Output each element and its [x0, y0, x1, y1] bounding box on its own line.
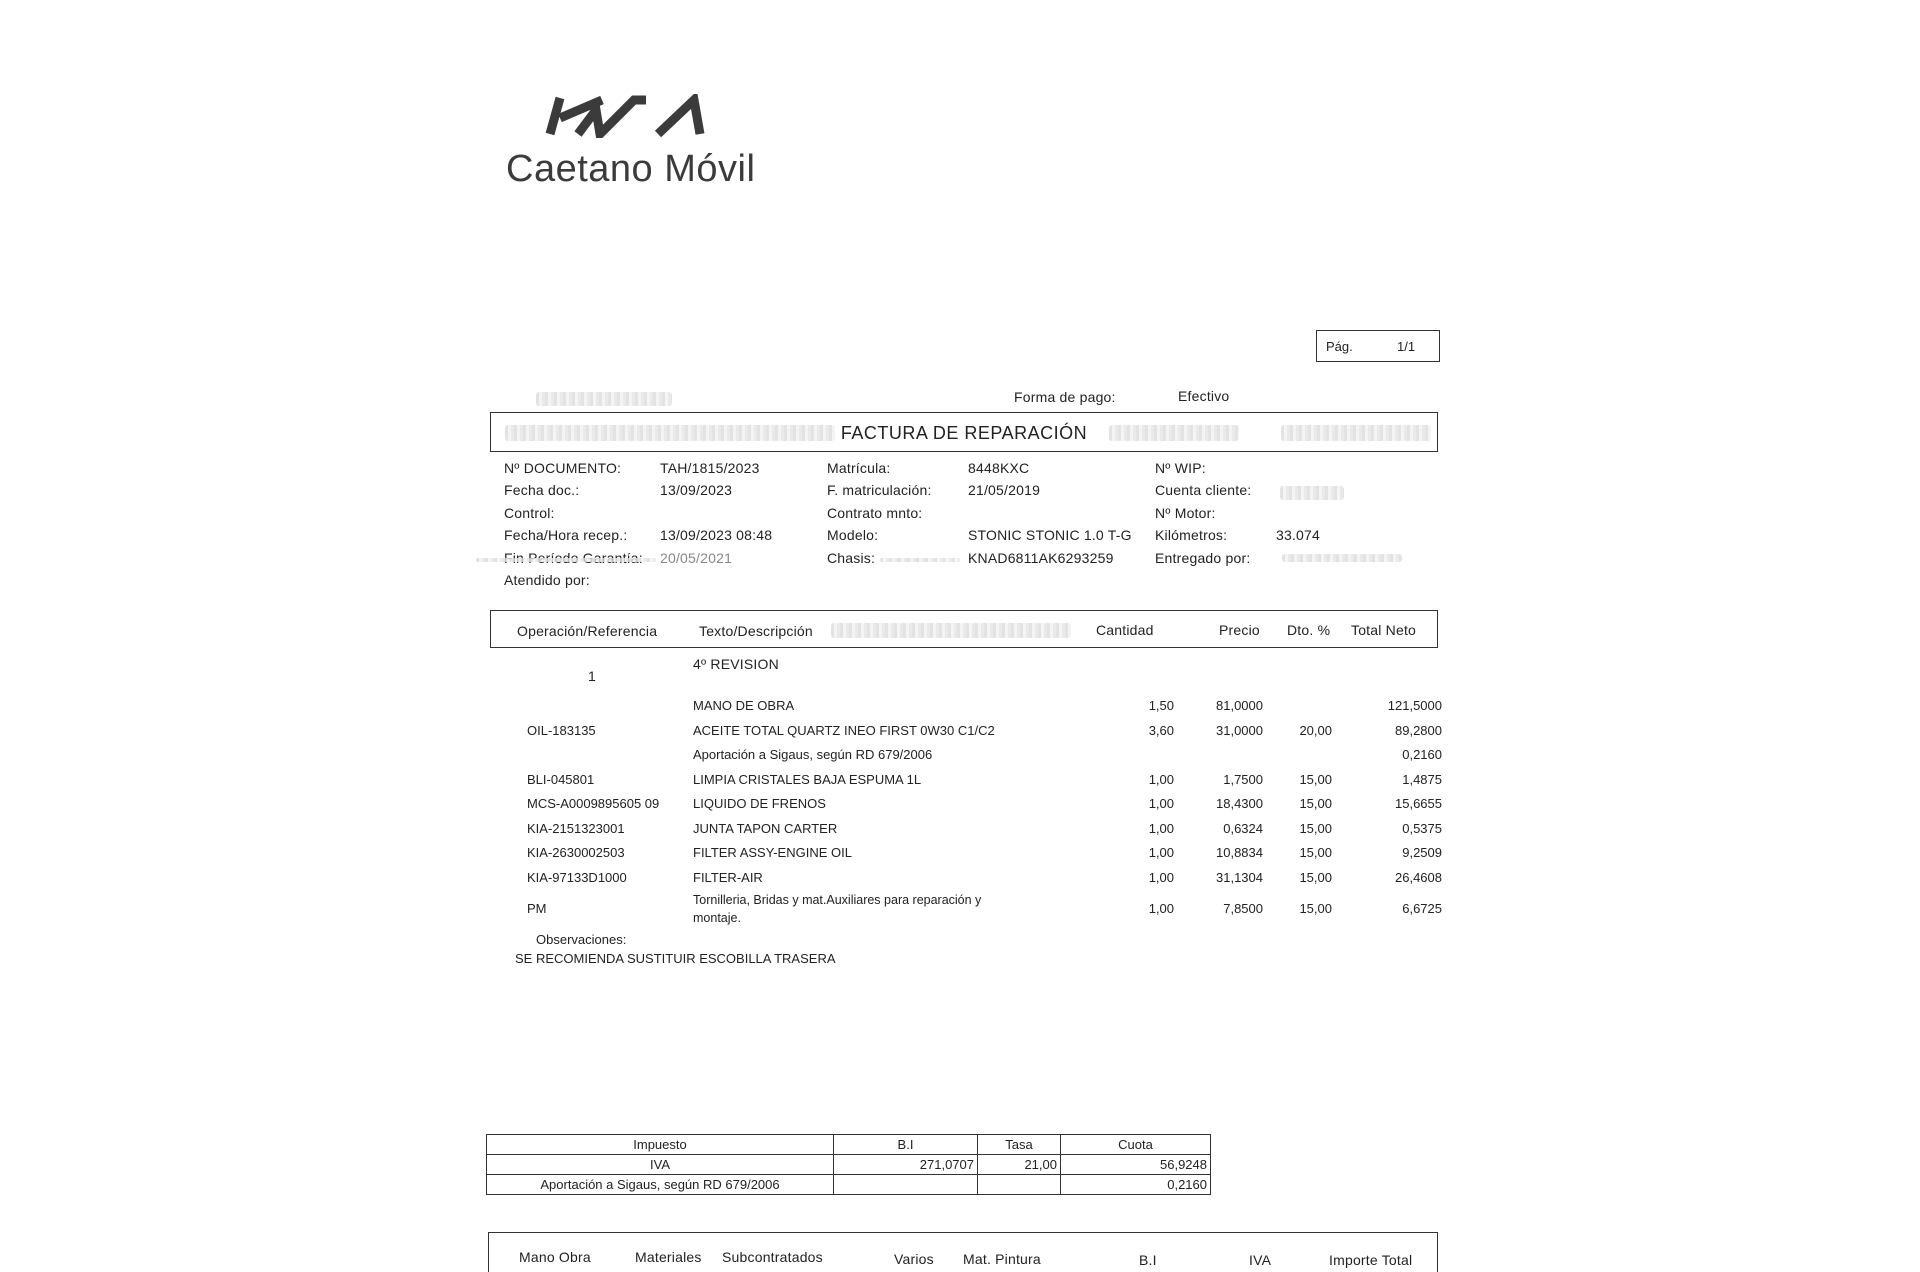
tax-table-header	[487, 1135, 1211, 1155]
item-total: 1,4875	[1402, 772, 1442, 787]
col-quantity: Cantidad	[1096, 622, 1154, 638]
page-value: 1/1	[1397, 339, 1416, 354]
item-reference: MCS-A0009895605 09	[527, 796, 660, 811]
item-total: 0,2160	[1402, 747, 1442, 762]
item-total: 121,5000	[1387, 698, 1442, 713]
totals-col-subcontracted: Subcontratados	[722, 1249, 823, 1265]
plate-label: Matrícula:	[827, 460, 891, 476]
kia-logo	[538, 94, 714, 138]
item-reference: OIL-183135	[527, 723, 596, 738]
totals-col-paint: Mat. Pintura	[963, 1251, 1041, 1267]
col-net-total: Total Neto	[1351, 622, 1417, 638]
item-reference: KIA-97133D1000	[527, 870, 627, 885]
plate-value: 8448KXC	[968, 460, 1030, 476]
item-reference: KIA-2151323001	[527, 821, 625, 836]
item-price: 10,8834	[1216, 845, 1263, 860]
tax-table	[486, 1134, 1211, 1195]
col-reference: Operación/Referencia	[517, 623, 658, 639]
item-description: Tornilleria, Bridas y mat.Auxiliares para reparación y	[693, 893, 982, 907]
tax-header-cuota: Cuota	[1061, 1135, 1211, 1155]
tax-impuesto: Aportación a Sigaus, según RD 679/2006	[487, 1175, 834, 1195]
operation-title: 4º REVISION	[693, 656, 779, 672]
attended-label: Atendido por:	[504, 572, 590, 588]
control-label: Control:	[504, 505, 555, 521]
item-price: 7,8500	[1223, 901, 1263, 916]
observations-label: Observaciones:	[536, 932, 627, 947]
doc-number-value: TAH/1815/2023	[660, 460, 760, 476]
item-discount: 15,00	[1299, 901, 1332, 916]
item-quantity: 1,00	[1148, 845, 1174, 860]
item-price: 31,0000	[1216, 723, 1263, 738]
tax-cuota: 0,2160	[1061, 1175, 1211, 1195]
item-quantity: 3,60	[1148, 723, 1174, 738]
item-reference: PM	[527, 901, 547, 916]
item-price: 31,1304	[1216, 870, 1263, 885]
item-quantity: 1,00	[1148, 870, 1174, 885]
page-indicator	[1316, 330, 1440, 362]
engine-number-label: Nº Motor:	[1155, 505, 1216, 521]
item-discount: 15,00	[1299, 845, 1332, 860]
chassis-label: Chasis:	[827, 550, 876, 566]
col-description: Texto/Descripción	[699, 623, 813, 639]
doc-date-value: 13/09/2023	[660, 482, 733, 498]
item-price: 81,0000	[1216, 698, 1263, 713]
tax-tasa: 21,00	[978, 1155, 1061, 1175]
col-price: Precio	[1219, 622, 1260, 638]
totals-col-labour: Mano Obra	[519, 1249, 591, 1265]
item-description: JUNTA TAPON CARTER	[693, 821, 838, 836]
model-value: STONIC STONIC 1.0 T-G	[968, 527, 1132, 543]
model-label: Modelo:	[827, 527, 879, 543]
item-reference: KIA-2630002503	[527, 845, 625, 860]
item-description: Aportación a Sigaus, según RD 679/2006	[693, 747, 933, 762]
chassis-value: KNAD6811AK6293259	[968, 550, 1114, 566]
operation-number: 1	[588, 668, 596, 684]
customer-account-label: Cuenta cliente:	[1155, 482, 1252, 498]
items-header	[490, 610, 1438, 648]
item-total: 6,6725	[1402, 901, 1442, 916]
invoice-title: FACTURA DE REPARACIÓN	[840, 423, 1088, 443]
km-value: 33.074	[1276, 527, 1321, 543]
item-description: FILTER ASSY-ENGINE OIL	[693, 845, 852, 860]
tax-header-impuesto: Impuesto	[487, 1135, 834, 1155]
tax-header-tasa: Tasa	[978, 1135, 1061, 1155]
item-quantity: 1,00	[1148, 796, 1174, 811]
item-quantity: 1,00	[1148, 901, 1174, 916]
item-price: 18,4300	[1216, 796, 1263, 811]
invoice-title-bar	[490, 412, 1438, 452]
totals-col-materials: Materiales	[635, 1249, 702, 1265]
doc-date-label: Fecha doc.:	[504, 482, 580, 498]
item-description-continued: montaje.	[693, 911, 741, 925]
totals-header	[488, 1232, 1438, 1272]
totals-col-misc: Varios	[894, 1251, 934, 1267]
tax-bi	[834, 1175, 978, 1195]
doc-number-label: Nº DOCUMENTO:	[504, 460, 622, 476]
item-discount: 15,00	[1299, 870, 1332, 885]
item-description: LIQUIDO DE FRENOS	[693, 796, 826, 811]
reception-value: 13/09/2023 08:48	[660, 527, 773, 543]
km-label: Kilómetros:	[1155, 527, 1228, 543]
item-discount: 15,00	[1299, 821, 1332, 836]
totals-col-total: Importe Total	[1329, 1252, 1413, 1268]
tax-row	[487, 1175, 1211, 1195]
contract-label: Contrato mnto:	[827, 505, 923, 521]
reception-label: Fecha/Hora recep.:	[504, 527, 628, 543]
item-quantity: 1,50	[1148, 698, 1174, 713]
tax-tasa	[978, 1175, 1061, 1195]
payment-label: Forma de pago:	[1014, 389, 1116, 405]
item-quantity: 1,00	[1148, 772, 1174, 787]
tax-bi: 271,0707	[834, 1155, 978, 1175]
item-price: 1,7500	[1223, 772, 1263, 787]
item-reference: BLI-045801	[527, 772, 595, 787]
totals-col-bi: B.I	[1139, 1252, 1157, 1268]
item-discount: 15,00	[1299, 772, 1332, 787]
delivered-label: Entregado por:	[1155, 550, 1251, 566]
item-price: 0,6324	[1223, 821, 1263, 836]
item-quantity: 1,00	[1148, 821, 1174, 836]
item-total: 9,2509	[1402, 845, 1442, 860]
item-description: MANO DE OBRA	[693, 698, 795, 713]
tax-impuesto: IVA	[487, 1155, 834, 1175]
tax-cuota: 56,9248	[1061, 1155, 1211, 1175]
item-description: LIMPIA CRISTALES BAJA ESPUMA 1L	[693, 772, 922, 787]
brand-name: Caetano Móvil	[506, 148, 756, 190]
item-total: 89,2800	[1395, 723, 1442, 738]
totals-col-iva: IVA	[1249, 1252, 1272, 1268]
item-total: 0,5375	[1402, 821, 1442, 836]
registration-date-label: F. matriculación:	[827, 482, 932, 498]
wip-label: Nº WIP:	[1155, 460, 1206, 476]
observations-text: SE RECOMIENDA SUSTITUIR ESCOBILLA TRASERA	[515, 951, 836, 966]
item-discount: 15,00	[1299, 796, 1332, 811]
item-description: ACEITE TOTAL QUARTZ INEO FIRST 0W30 C1/C2	[693, 723, 995, 738]
payment-value: Efectivo	[1178, 388, 1230, 404]
item-total: 26,4608	[1395, 870, 1442, 885]
registration-date-value: 21/05/2019	[968, 482, 1041, 498]
tax-header-bi: B.I	[834, 1135, 978, 1155]
page-label: Pág.	[1326, 339, 1353, 354]
item-description: FILTER-AIR	[693, 870, 763, 885]
item-discount: 20,00	[1299, 723, 1332, 738]
tax-row	[487, 1155, 1211, 1175]
warranty-value: 20/05/2021	[660, 550, 733, 566]
item-total: 15,6655	[1395, 796, 1442, 811]
col-discount: Dto. %	[1287, 622, 1331, 638]
